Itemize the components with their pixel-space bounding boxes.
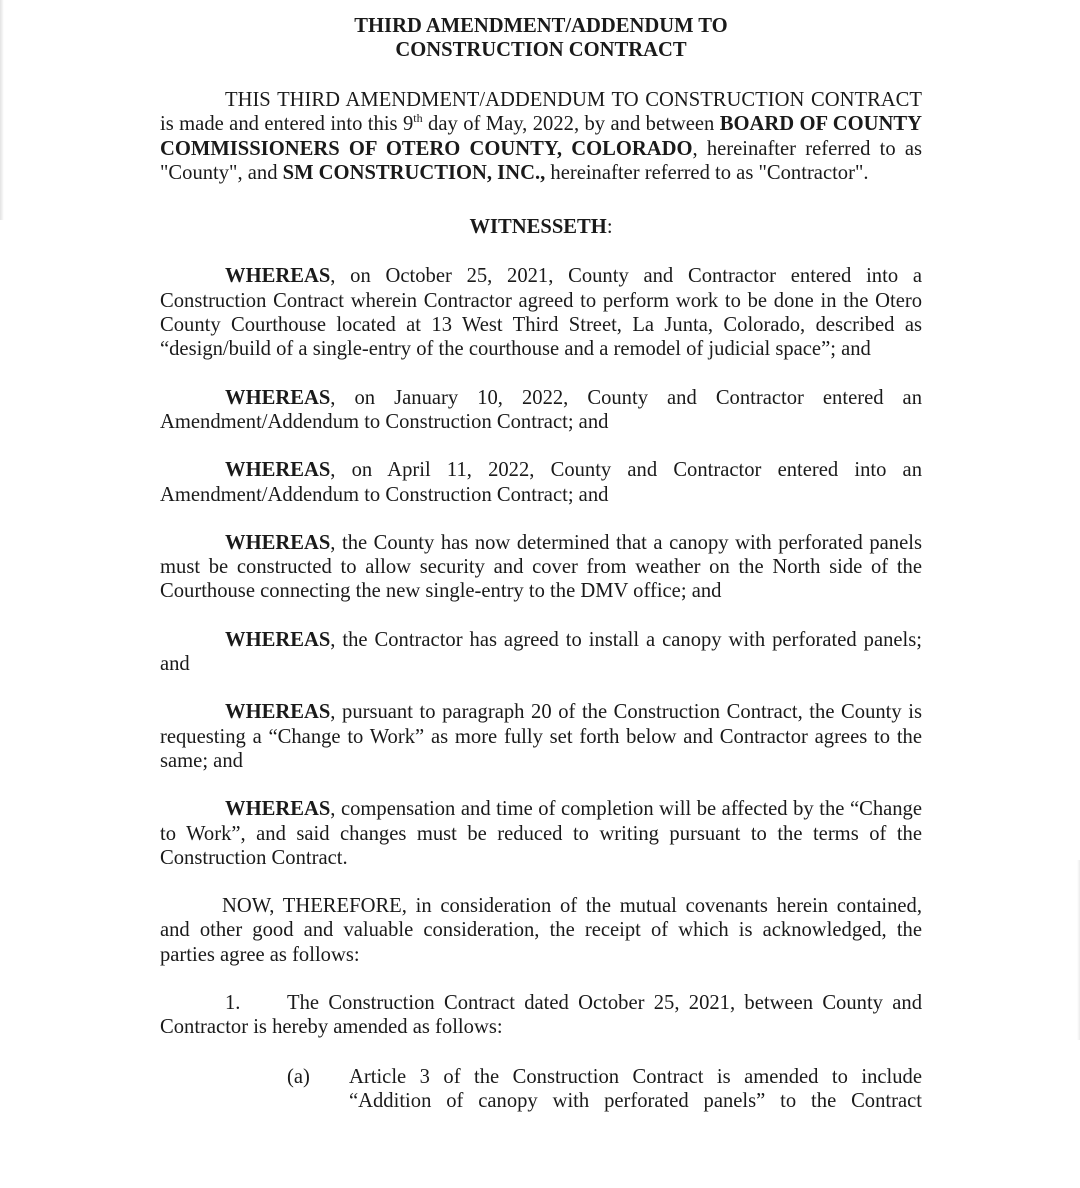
intro-paragraph xyxy=(160,88,922,185)
whereas-label: WHEREAS xyxy=(225,459,331,482)
title-line-1: THIRD AMENDMENT/ADDENDUM TO xyxy=(354,15,728,37)
recital-3 xyxy=(160,458,922,507)
whereas-label: WHEREAS xyxy=(225,386,331,409)
section-1-text: The Construction Contract dated October 25, 2021, between County and Contractor is hereby amended as follows: xyxy=(160,992,922,1039)
recital-text: , pursuant to paragraph 20 of the Construction Contract, the County is requesting a “Change to Work” as more fully set forth below and Contractor agrees to the same; and xyxy=(160,701,922,772)
recital-4 xyxy=(160,531,922,604)
party-contractor: SM CONSTRUCTION, INC., xyxy=(282,161,546,184)
party-county: BOARD OF COUNTY COMMISSIONERS OF OTERO COUNTY, COLORADO xyxy=(160,113,923,160)
now-therefore-paragraph: NOW, THEREFORE, in consideration of the mutual covenants herein contained, and other good and valuable consideration, the receipt of which is acknowledged, the parties agree as follows: xyxy=(160,895,922,966)
whereas-label: WHEREAS xyxy=(225,531,331,554)
scan-edge-shadow-left xyxy=(0,0,4,220)
recital-text: , compensation and time of completion will be affected by the “Change to Work”, and said changes must be reduced to writing pursuant to the terms of the Construction Contract. xyxy=(160,798,922,869)
ordinal-suffix: th xyxy=(413,111,423,126)
witnesseth-text: WITNESSETH xyxy=(469,216,607,239)
intro-text-2: day of May, 2022, by and between xyxy=(422,113,720,136)
recital-6 xyxy=(160,700,922,773)
recital-7 xyxy=(160,797,922,870)
witnesseth-heading xyxy=(160,215,922,239)
whereas-label: WHEREAS xyxy=(225,265,331,288)
recital-text: , on April 11, 2022, County and Contractor entered into an Amendment/Addendum to Construction Contract; and xyxy=(160,459,922,506)
recital-text: , on January 10, 2022, County and Contractor entered an Amendment/Addendum to Construction Contract; and xyxy=(160,386,922,433)
title-line-2: CONSTRUCTION CONTRACT xyxy=(395,39,687,61)
whereas-label: WHEREAS xyxy=(225,798,331,821)
section-1a-text: Article 3 of the Construction Contract is amended to include “Addition of canopy with perforated panels” to the Contract xyxy=(349,1065,922,1112)
intro-text-1: THIS THIRD AMENDMENT/ADDENDUM TO CONSTRUCTION CONTRACT is made and entered into this 9 xyxy=(160,89,922,136)
intro-text-3: , hereinafter referred to as "County", and xyxy=(160,137,922,184)
witnesseth-colon: : xyxy=(606,216,613,239)
recital-text: , on October 25, 2021, County and Contractor entered into a Construction Contract wherein Contractor agreed to perform work to be done in the Otero County Courthouse located at 13 West Third Street, La Junta, Colorado, described as “design/build of a single-entry of the courthouse and a remodel of judicial space”; and xyxy=(160,265,922,361)
recital-2 xyxy=(160,386,922,435)
whereas-label: WHEREAS xyxy=(225,701,331,724)
section-1-number: 1. xyxy=(225,992,241,1015)
section-1a-label: (a) xyxy=(287,1065,310,1088)
recital-5 xyxy=(160,628,922,677)
section-1a xyxy=(287,1065,922,1114)
section-1 xyxy=(160,991,922,1040)
document-title xyxy=(160,14,922,62)
intro-text-4: hereinafter referred to as "Contractor". xyxy=(545,161,869,184)
recital-1 xyxy=(160,264,922,361)
recital-text: , the Contractor has agreed to install a canopy with perforated panels; and xyxy=(160,628,922,676)
recital-text: , the County has now determined that a canopy with perforated panels must be constructed to allow security and cover from weather on the North side of the Courthouse connecting the new single-entry to the DMV office; and xyxy=(160,531,922,603)
document-page xyxy=(160,14,922,1113)
whereas-label: WHEREAS xyxy=(225,628,331,651)
